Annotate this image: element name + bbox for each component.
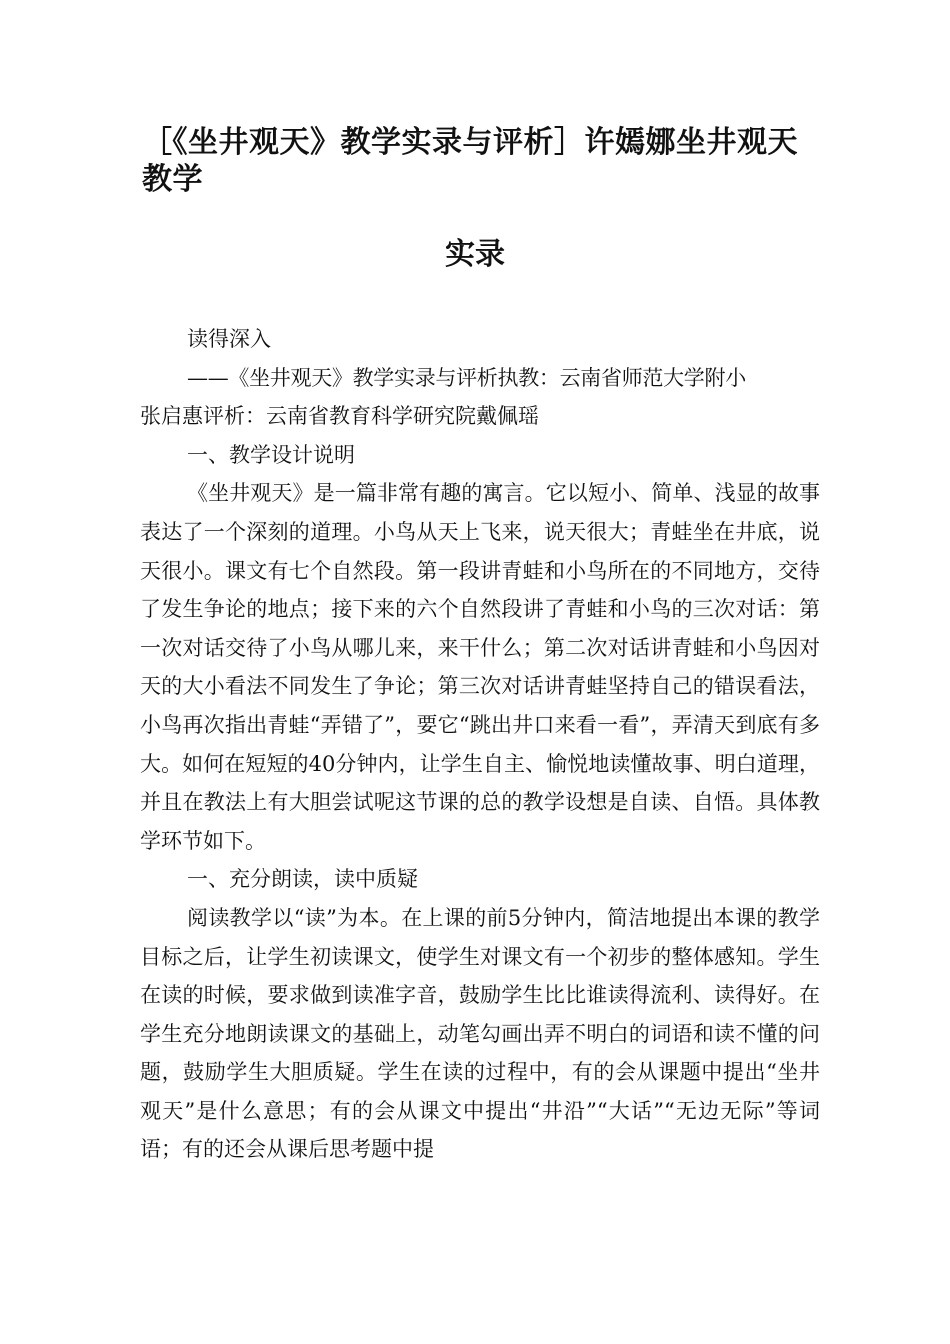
section-heading: 一、充分朗读，读中质疑 (187, 867, 418, 892)
body-paragraph: 阅读教学以“读”为本。在上课的前5分钟内，简洁地提出本课的教学目标之后，让学生初读课文，使学生对课文有一个初步的整体感知。学生在读的时候，要求做到读准字音，鼓励学生比比谁读得流利、读得好。在学生充分地朗读课文的基础上，动笔勾画出弄不明白的词语和读不懂的问题，鼓励学生大胆质疑。学生在读的过程中，有的会从课题中提出“坐井观天”是什么意思；有的会从课文中提出“井沿”“大话”“无边无际”等词语；有的还会从课后思考题中提 (140, 905, 820, 1162)
section-subtitle: 读得深入 (187, 327, 271, 351)
section-heading: 一、教学设计说明 (187, 442, 355, 467)
reviewer-line: 张启惠评析：云南省教育科学研究院戴佩瑶 (140, 404, 539, 429)
author-line: ——《坐井观天》教学实录与评析执教：云南省师范大学附小 (187, 365, 746, 390)
document-title: ［《坐井观天》教学实录与评析］许嫣娜坐井观天教学 (142, 125, 798, 197)
body-paragraph: 《坐井观天》是一篇非常有趣的寓言。它以短小、简单、浅显的故事表达了一个深刻的道理。小鸟从天上飞来，说天很大；青蛙坐在井底，说天很小。课文有七个自然段。第一段讲青蛙和小鸟所在的不同地方，交待了发生争论的地点；接下来的六个自然段讲了青蛙和小鸟的三次对话：第一次对话交待了小鸟从哪儿来，来干什么；第二次对话讲青蛙和小鸟因对天的大小看法不同发生了争论；第三次对话讲青蛙坚持自己的错误看法，小鸟再次指出青蛙“弄错了”，要它“跳出井口来看一看”，弄清天到底有多大。如何在短短的40分钟内，让学生自主、愉悦地读懂故事、明白道理，并且在教法上有大胆尝试呢这节课的总的教学设想是自读、自悟。具体教学环节如下。 (140, 481, 820, 853)
document-body (140, 320, 820, 1169)
document-title-continuation: 实录 (445, 237, 505, 272)
